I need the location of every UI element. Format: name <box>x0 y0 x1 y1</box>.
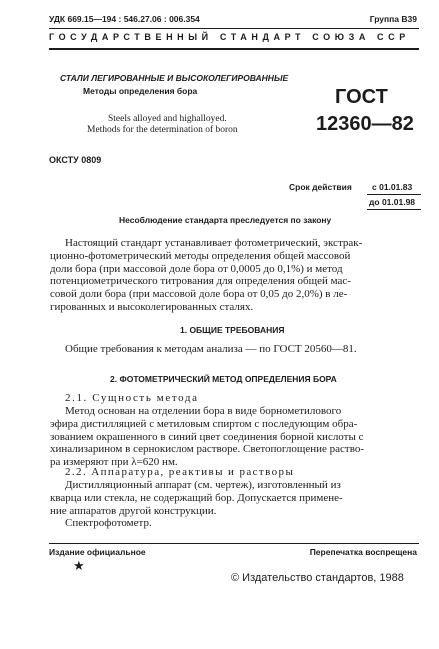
validity-to: до 01.01.98 <box>369 197 416 207</box>
body-line: хинализарином в сернокислом растворе. Светопоглощение раство- <box>50 443 364 456</box>
standard-banner: ГОСУДАРСТВЕННЫЙ СТАНДАРТ СОЮЗА ССР <box>49 32 410 42</box>
footer-rule <box>49 543 419 544</box>
intro-line: доли бора (при массовой доле бора от 0,0005 до 0,1%) и метод <box>50 262 343 275</box>
udk-code: УДК 669.15—194 : 546.27.06 : 006.354 <box>49 14 200 24</box>
copyright: © Издательство стандартов, 1988 <box>231 572 404 584</box>
intro-line: Настоящий стандарт устанавливает фотометрический, экстрак- <box>65 237 363 249</box>
intro-line: гированных и высоколегированных сталях. <box>50 300 254 313</box>
section1-text: Общие требования к методам анализа — по ГОСТ 20560—81. <box>65 343 357 355</box>
intro-line: потенциометрического титрования для определения общей мас- <box>50 275 351 288</box>
validity-from: с 01.01.83 <box>372 182 413 192</box>
header-rule-bottom <box>49 48 419 50</box>
intro-line: ционно-фотометрический методы определения общей массовой <box>50 249 351 262</box>
intro-line: совой доли бора (при массовой доле бора от 0,05 до 2,0%) в ле- <box>50 288 348 301</box>
body-line: ра измеряют при λ=620 нм. <box>50 456 178 469</box>
body-line: Дистилляционный аппарат (см. чертеж), изготовленный из <box>65 479 341 491</box>
intro-paragraph <box>50 237 420 314</box>
official-edition: Издание официальное <box>49 547 146 557</box>
body-line: эфира дистилляцией с метиловым спиртом с последующим обра- <box>50 417 358 430</box>
subsection-2-1-title: 2.1. Сущность метода <box>65 392 199 404</box>
validity-rule-2 <box>367 209 421 210</box>
subsection-2-2-title: 2.2. Аппаратура, реактивы и растворы <box>65 466 295 478</box>
body-line: ние аппаратов другой конструкции. <box>50 504 217 517</box>
body-line: Спектрофотометр. <box>65 517 152 530</box>
title-ru-main: СТАЛИ ЛЕГИРОВАННЫЕ И ВЫСОКОЛЕГИРОВАННЫЕ <box>60 73 289 83</box>
section1-heading: 1. ОБЩИЕ ТРЕБОВАНИЯ <box>180 325 285 335</box>
star-mark: ★ <box>73 558 85 573</box>
body-line: кварца или стекла, не содержащий бор. Допускается примене- <box>50 491 343 504</box>
subsection-2-1-body <box>50 405 420 469</box>
section2-heading: 2. ФОТОМЕТРИЧЕСКИЙ МЕТОД ОПРЕДЕЛЕНИЯ БОРА <box>110 374 337 384</box>
law-notice: Несоблюдение стандарта преследуется по закону <box>119 215 332 225</box>
body-line: зованием окрашенного в синий цвет соединения борной кислоты с <box>50 430 364 443</box>
reprint-prohibited: Перепечатка воспрещена <box>309 547 417 557</box>
title-ru-sub: Методы определения бора <box>83 86 198 96</box>
group-code: Группа В39 <box>369 14 417 24</box>
gost-label: ГОСТ <box>335 86 388 108</box>
validity-rule-1 <box>367 194 421 195</box>
subsection-2-2-body <box>50 479 420 530</box>
title-en-line2: Methods for the determination of boron <box>87 125 238 135</box>
body-line: Метод основан на отделении бора в виде борнометилового <box>65 405 342 417</box>
okstu-code: ОКСТУ 0809 <box>49 155 102 165</box>
validity-label: Срок действия <box>289 182 352 192</box>
header-rule-top <box>49 28 419 29</box>
title-en-line1: Steels alloyed and highalloyed. <box>108 114 227 124</box>
gost-number: 12360—82 <box>316 113 414 135</box>
